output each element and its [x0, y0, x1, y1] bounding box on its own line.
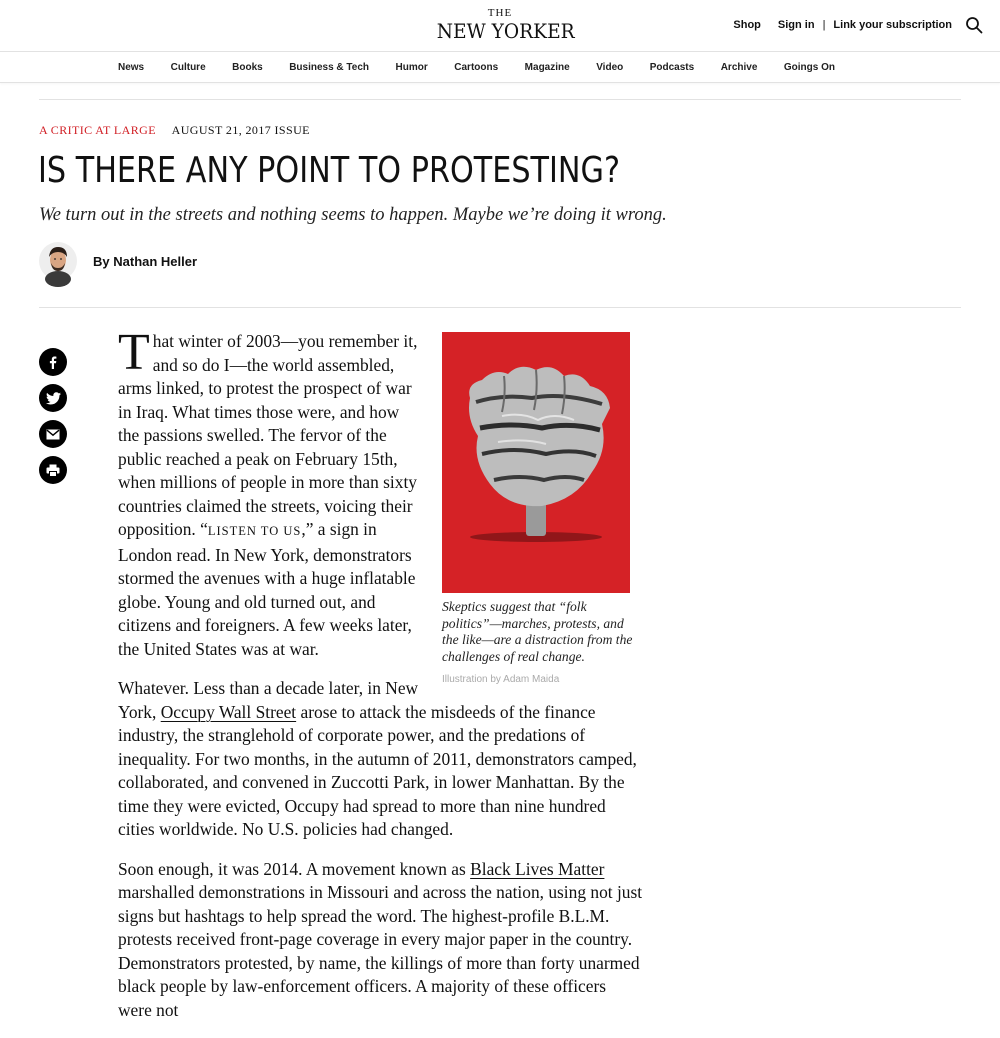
nav-item-news[interactable]: News — [118, 62, 145, 73]
search-icon[interactable] — [965, 16, 983, 34]
share-twitter-button[interactable] — [39, 384, 67, 412]
facebook-icon — [46, 355, 60, 369]
rubric — [39, 123, 310, 138]
rubric-section-link[interactable]: A CRITIC AT LARGE — [39, 123, 156, 137]
nav-item-culture[interactable]: Culture — [170, 62, 206, 73]
issue-date-link[interactable]: AUGUST 21, 2017 ISSUE — [171, 123, 310, 137]
byline-divider — [39, 307, 961, 308]
link-subscription-link[interactable]: Link your subscription — [833, 19, 952, 31]
new-yorker-logo[interactable] — [432, 7, 575, 43]
article-body — [118, 324, 643, 1038]
p3-text-a: Soon enough, it was 2014. A movement known as — [118, 858, 471, 879]
email-icon — [46, 429, 60, 440]
paragraph-2 — [118, 677, 643, 842]
byline-text — [93, 254, 197, 269]
figure-credit: Illustration by Adam Maida — [442, 674, 560, 685]
nav-item-cartoons[interactable]: Cartoons — [454, 62, 499, 73]
byline — [39, 240, 197, 282]
twitter-icon — [46, 392, 61, 405]
top-divider — [39, 99, 961, 100]
share-facebook-button[interactable] — [39, 348, 67, 376]
article-figure — [442, 332, 643, 692]
p2-text-a: Whatever. Less than a decade later, in New York, — [118, 678, 419, 722]
nav-item-humor[interactable]: Humor — [395, 62, 428, 73]
black-lives-matter-link[interactable]: Black Lives Matter — [470, 858, 605, 879]
share-print-button[interactable] — [39, 456, 67, 484]
dek: We turn out in the streets and nothing seems to happen. Maybe we’re doing it wrong. — [39, 205, 667, 225]
p1-text-b: ,” a sign in London read. In New York, demonstrators stormed the avenues with a huge inflatable globe. Young and old turned out, and citizens and foreigners. A few weeks later, the United States was at war. — [118, 519, 416, 659]
nav-item-business-tech[interactable]: Business & Tech — [289, 62, 370, 73]
nav-item-archive[interactable]: Archive — [720, 62, 758, 73]
nav-item-books[interactable]: Books — [232, 62, 263, 73]
drop-cap: T — [118, 324, 150, 381]
occupy-wall-street-link[interactable]: Occupy Wall Street — [160, 701, 297, 722]
top-bar — [0, 0, 1000, 52]
figure-caption: Skeptics suggest that “folk politics”—marches, protests, and the like—are a distraction from the challenges of real change. — [442, 599, 633, 664]
p1-text-a: hat winter of 2003—you remember it, and so do I—the world assembled, arms linked, to protest the prospect of war in Iraq. What times those were, and how the passions swelled. The fervor of the public reached a peak on February 15th, when millions of people in more than sixty countries claimed the streets, voicing their opposition. “ — [118, 331, 418, 539]
shop-link[interactable]: Shop — [733, 19, 761, 31]
p1-smallcaps: LISTEN TO US — [207, 524, 302, 538]
byline-prefix: By — [93, 253, 110, 269]
print-icon — [46, 464, 60, 477]
link-separator: | — [822, 19, 826, 31]
account-links — [733, 19, 952, 31]
author-avatar[interactable] — [39, 241, 77, 281]
nav-item-goings-on[interactable]: Goings On — [783, 62, 835, 73]
headline: IS THERE ANY POINT TO PROTESTING? — [38, 150, 621, 191]
p2-text-b: arose to attack the misdeeds of the finance industry, the stranglehold of corporate power, and the predations of inequality. For two months, in the autumn of 2011, demonstrators camped, collaborated, and convened in Zuccotti Park, in lower Manhattan. By the time they were evicted, Occupy had spread to more than nine hundred cities worldwide. No U.S. policies had changed. — [118, 701, 637, 839]
logo-the: THE — [487, 7, 513, 19]
author-name-link[interactable]: Nathan Heller — [113, 253, 198, 269]
main-nav — [0, 52, 1000, 83]
nav-items — [118, 52, 862, 83]
fist-illustration[interactable] — [442, 332, 630, 593]
logo-main: NEW YORKER — [436, 19, 575, 43]
nav-item-video[interactable]: Video — [596, 62, 624, 73]
p3-text-b: marshalled demonstrations in Missouri and across the nation, using not just signs but hashtags to help spread the word. The highest-profile B.L.M. protests received front-page coverage in every major paper in the country. Demonstrators protested, by name, the killings of more than forty unarmed black people by law-enforcement officers. A majority of these officers were not — [118, 882, 643, 1020]
paragraph-3 — [118, 858, 643, 1023]
share-email-button[interactable] — [39, 420, 67, 448]
nav-item-magazine[interactable]: Magazine — [524, 62, 570, 73]
nav-item-podcasts[interactable]: Podcasts — [649, 62, 695, 73]
sign-in-link[interactable]: Sign in — [777, 19, 815, 31]
